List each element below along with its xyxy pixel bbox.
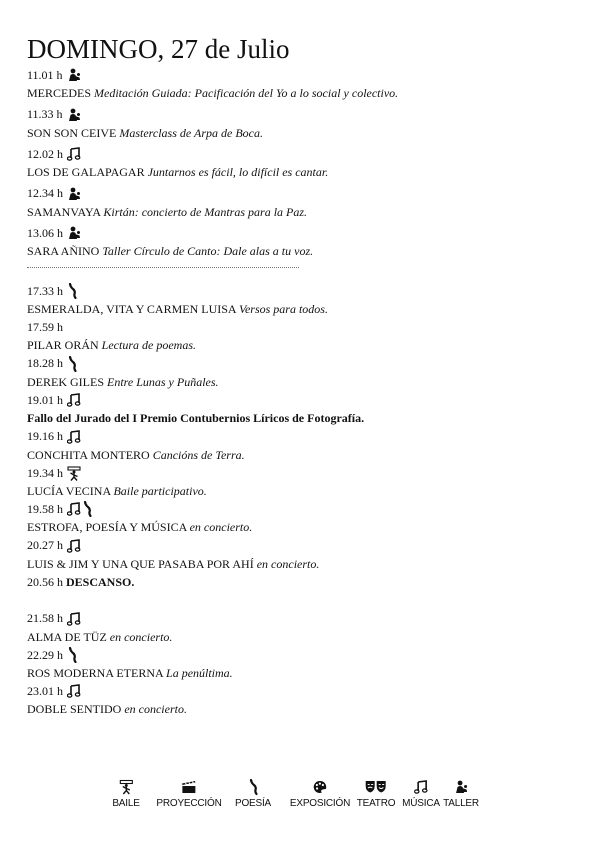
event-time: 18.28 h <box>27 356 63 371</box>
schedule-item <box>27 609 172 646</box>
baile-icon <box>67 466 82 481</box>
legend-item <box>156 778 221 810</box>
musica-icon <box>67 393 82 407</box>
event-performer: LUIS & JIM Y UNA QUE PASABA POR AHÍ <box>27 556 257 571</box>
event-performer: SAMANVAYA <box>27 204 101 219</box>
event-performer: LUCÍA VECINA <box>27 484 111 498</box>
event-description <box>27 701 187 718</box>
event-performer: MERCEDES <box>27 86 92 100</box>
event-description <box>27 665 233 682</box>
schedule-item <box>27 499 252 536</box>
event-description <box>27 125 263 142</box>
legend-item <box>112 778 139 810</box>
event-performer: DOBLE SENTIDO <box>27 702 122 717</box>
event-performer: ESTROFA, POESÍA Y MÚSICA <box>27 520 187 535</box>
event-description <box>27 447 245 464</box>
poesia-icon <box>67 283 78 299</box>
event-description <box>27 519 252 536</box>
event-time: 22.29 h <box>27 647 63 662</box>
event-performer: CONCHITA MONTERO <box>27 447 150 462</box>
schedule-item <box>27 105 263 142</box>
event-label: DESCANSO. <box>66 574 135 589</box>
icon-legend <box>0 778 596 818</box>
schedule-item <box>27 317 196 354</box>
event-time: 20.27 h <box>27 538 63 553</box>
schedule-item <box>27 572 134 592</box>
taller-icon <box>67 68 82 82</box>
event-work: La penúltima. <box>166 666 233 680</box>
event-time: 13.06 h <box>27 225 63 240</box>
event-performer: PILAR ORÁN <box>27 338 99 353</box>
schedule-item <box>27 645 233 682</box>
event-description <box>27 410 364 427</box>
legend-item <box>235 778 271 810</box>
schedule-item <box>27 463 207 500</box>
schedule-item <box>27 536 319 573</box>
event-description <box>27 629 172 646</box>
baile-icon <box>119 778 133 796</box>
legend-label: POESÍA <box>234 798 272 809</box>
musica-icon <box>67 430 82 444</box>
event-work: en concierto. <box>189 520 253 535</box>
event-time: 17.33 h <box>27 283 63 298</box>
event-work: Masterclass de Arpa de Boca. <box>119 125 263 140</box>
taller-icon <box>67 108 82 122</box>
schedule-item <box>27 427 245 464</box>
musica-icon <box>67 539 82 553</box>
event-time: 12.02 h <box>27 146 63 161</box>
event-work: Baile participativo. <box>113 484 207 498</box>
event-time: 12.34 h <box>27 186 63 200</box>
event-label: Fallo del Jurado del I Premio Contubernios Líricos de Fotografía. <box>27 411 365 426</box>
event-description <box>27 483 207 500</box>
event-description <box>27 164 328 181</box>
event-time: 17.59 h <box>27 319 63 334</box>
schedule-item <box>27 354 219 391</box>
legend-label: TALLER <box>443 798 479 809</box>
taller-icon <box>67 226 82 240</box>
legend-label: PROYECCIÓN <box>156 798 222 809</box>
event-work: Taller Círculo de Canto: Dale alas a tu voz. <box>102 244 314 258</box>
legend-item <box>402 778 440 810</box>
schedule-item <box>27 390 364 427</box>
event-work: Meditación Guiada: Pacificación del Yo a lo social y colectivo. <box>94 86 399 100</box>
event-time: 19.34 h <box>27 465 63 480</box>
teatro-icon <box>365 778 387 796</box>
poesia-icon <box>248 778 258 796</box>
event-time: 11.01 h <box>27 67 63 82</box>
taller-icon <box>454 778 468 796</box>
event-time: 20.56 h <box>27 574 63 589</box>
event-time: 21.58 h <box>27 611 63 626</box>
event-work: Cancións de Terra. <box>152 447 245 462</box>
event-performer: DEREK GILES <box>27 374 104 389</box>
legend-item <box>290 778 350 810</box>
event-performer: ESMERALDA, VITA Y CARMEN LUISA <box>27 302 236 316</box>
event-description <box>27 374 219 391</box>
taller-icon <box>67 187 82 201</box>
schedule-item <box>27 65 398 102</box>
schedule-item <box>27 281 328 318</box>
event-description <box>27 204 307 221</box>
schedule-item <box>27 184 307 221</box>
poesia-icon <box>67 647 78 663</box>
event-performer: ROS MODERNA ETERNA <box>27 666 164 680</box>
event-time: 19.01 h <box>27 392 63 407</box>
event-performer: SON SON CEIVE <box>27 125 117 140</box>
event-work: en concierto. <box>109 629 173 644</box>
proyeccion-icon <box>181 778 197 796</box>
schedule-item <box>27 144 328 181</box>
musica-icon <box>67 147 82 161</box>
event-work: en concierto. <box>124 702 187 717</box>
event-work: Entre Lunas y Puñales. <box>107 374 219 389</box>
legend-item <box>357 778 396 810</box>
schedule-item <box>27 681 187 718</box>
event-performer: LOS DE GALAPAGAR <box>27 165 145 179</box>
event-time: 11.33 h <box>27 107 63 121</box>
event-time: 19.16 h <box>27 429 63 444</box>
legend-label: MÚSICA <box>402 798 440 809</box>
legend-label: TEATRO <box>356 798 396 809</box>
event-time: 19.58 h <box>27 501 63 516</box>
musica-icon <box>67 612 82 626</box>
event-description <box>27 85 398 102</box>
event-work: Lectura de poemas. <box>101 338 196 353</box>
event-time: 23.01 h <box>27 683 63 698</box>
musica-icon <box>67 502 82 516</box>
legend-label: EXPOSICIÓN <box>289 798 351 809</box>
musica-icon <box>67 684 82 698</box>
event-work: Versos para todos. <box>238 302 328 316</box>
legend-item <box>443 778 479 810</box>
schedule-item <box>27 223 313 260</box>
event-description <box>27 337 196 354</box>
event-description <box>27 301 328 318</box>
legend-label: BAILE <box>112 798 140 809</box>
page-title: DOMINGO, 27 de Julio <box>27 34 290 64</box>
event-work: en concierto. <box>256 556 320 571</box>
poesia-icon <box>67 356 78 372</box>
event-work: Juntarnos es fácil, lo difícil es cantar. <box>147 165 329 179</box>
event-performer: ALMA DE TÜZ <box>27 629 107 644</box>
event-description <box>27 556 319 573</box>
poesia-icon <box>82 501 93 517</box>
event-performer: SARA AÑINO <box>27 244 100 258</box>
event-work: Kirtán: concierto de Mantras para la Paz. <box>103 204 308 219</box>
section-divider <box>27 267 299 268</box>
exposicion-icon <box>313 778 327 796</box>
musica-icon <box>414 778 428 796</box>
event-description <box>27 243 313 260</box>
